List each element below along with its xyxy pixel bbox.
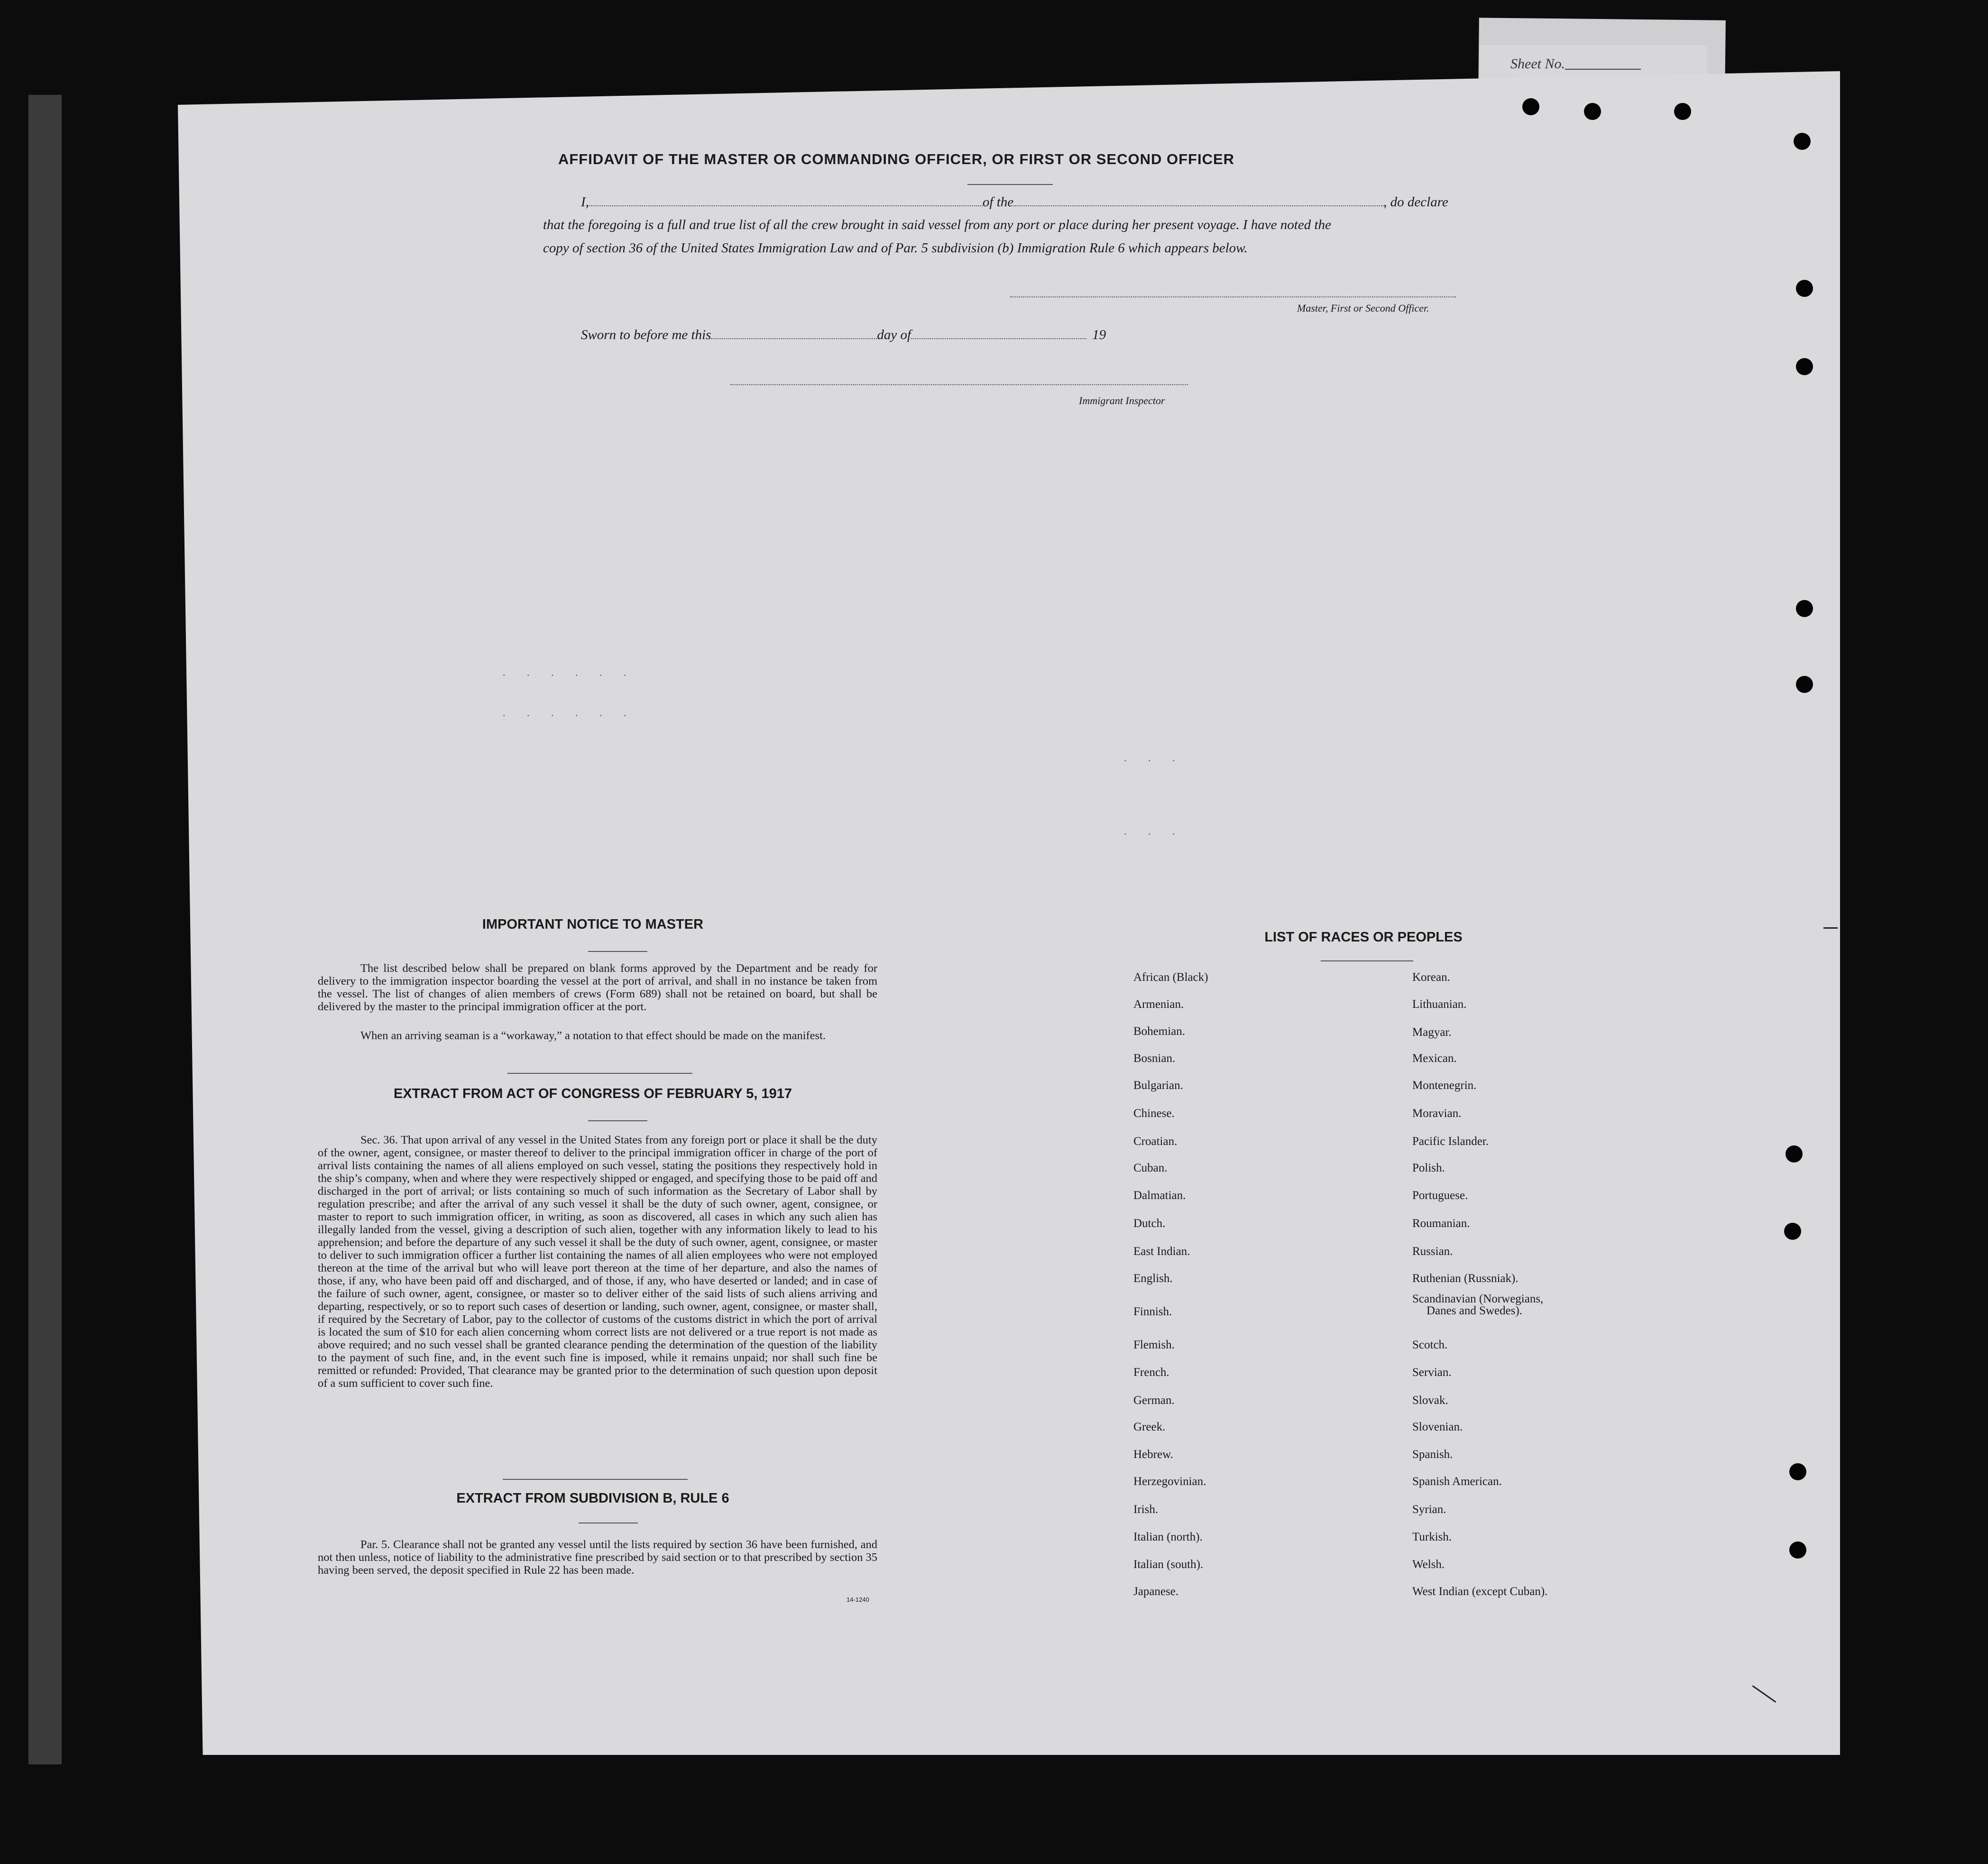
race-item: Syrian. bbox=[1412, 1503, 1446, 1516]
affidavit-of-the: of the bbox=[982, 194, 1014, 210]
punch-hole bbox=[1786, 1145, 1803, 1163]
race-item: West Indian (except Cuban). bbox=[1412, 1585, 1548, 1598]
race-item: Ruthenian (Russniak). bbox=[1412, 1272, 1519, 1285]
race-item: Italian (south). bbox=[1133, 1558, 1204, 1571]
race-item: Chinese. bbox=[1133, 1107, 1175, 1120]
faint-marks: . . . . . . bbox=[503, 707, 636, 719]
sworn-prefix: Sworn to before me this bbox=[581, 327, 711, 342]
affidavit-i: I, bbox=[581, 194, 589, 210]
faint-marks: . . . . . . bbox=[503, 666, 636, 678]
punch-hole bbox=[1796, 280, 1813, 297]
act-extract-title: EXTRACT FROM ACT OF CONGRESS OF FEBRUARY 5, 1917 bbox=[393, 1086, 792, 1101]
race-item: Bohemian. bbox=[1133, 1025, 1186, 1038]
notice-para-1: The list described below shall be prepared on blank forms approved by the Department and be ready for delivery to the immigration inspector boarding the vessel at the port of arrival, and shall in no instance be taken from the vessel. The list of changes of alien members of crews (Form 689) shall not be retained on board, but shall be delivered by the master to the principal immigration officer at the port. bbox=[318, 962, 877, 1013]
race-item: Greek. bbox=[1133, 1421, 1166, 1433]
punch-hole bbox=[1584, 103, 1601, 120]
signature-label: Master, First or Second Officer. bbox=[1297, 302, 1429, 314]
race-item: Flemish. bbox=[1133, 1338, 1175, 1351]
sworn-year: 19 bbox=[1092, 327, 1106, 342]
rule-extract-title: EXTRACT FROM SUBDIVISION B, RULE 6 bbox=[456, 1491, 729, 1506]
punch-hole bbox=[1784, 1223, 1801, 1240]
races-rule bbox=[1321, 960, 1413, 961]
race-item: Bosnian. bbox=[1133, 1052, 1176, 1065]
race-item: Russian. bbox=[1412, 1245, 1453, 1258]
punch-hole bbox=[1522, 98, 1539, 115]
sworn-line bbox=[581, 327, 1106, 343]
notice-title: IMPORTANT NOTICE TO MASTER bbox=[482, 917, 704, 932]
punch-hole bbox=[1674, 103, 1691, 120]
affidavit-line-2: that the foregoing is a full and true list of all the crew brought in said vessel from any port or place during her present voyage. I have noted the bbox=[543, 217, 1331, 232]
act-extract-text: Sec. 36. That upon arrival of any vessel in the United States from any foreign port or place it shall be the duty of the owner, agent, consignee, or master thereof to deliver to the principal immigration officer in charge of the port of arrival lists containing the names of all aliens employed on such vessel, stating the positions they respectively hold in the ship’s company, when and where they were respectively shipped or engaged, and specifying those to be paid off and discharged in the port of arrival; or lists containing so much of such information as the Secretary of Labor shall by regulation prescribe; and after the arrival of any such vessel it shall be the duty of such owner, agent, consignee, or master to report to such immigration officer, in writing, as soon as discovered, all cases in which any such alien has illegally landed from the vessel, giving a description of such alien, together with any information likely to lead to his apprehension; and before the departure of any such vessel it shall be the duty of such owner, agent, consignee, or master to deliver to such immigration officer a further list containing the names of all alien employees who were not employed thereon at the time of the arrival but who will leave port thereon at the time of her departure, and also the names of those, if any, who have been paid off and discharged, and of those, if any, who have deserted or landed; and in case of the failure of such owner, agent, consignee, or master so to deliver either of the said lists of such aliens arriving and departing, respectively, or so to report such cases of desertion or landing, such owner, agent, consignee, or master shall, if required by the Secretary of Labor, pay to the collector of customs of the customs district in which the port of arrival is located the sum of $10 for each alien concerning whom correct lists are not delivered or a true report is not made as above required; and no such vessel shall be granted clearance pending the determination of the question of the liability to the payment of such fine, and, in the event such fine is imposed, while it remains unpaid; nor shall such fine be remitted or refunded: Provided, That clearance may be granted prior to the determination of such question upon deposit of a sum sufficient to cover such fine. bbox=[318, 1134, 877, 1390]
race-item: Montenegrin. bbox=[1412, 1079, 1477, 1092]
race-item: Croatian. bbox=[1133, 1135, 1178, 1148]
faint-marks: . . . bbox=[1124, 825, 1185, 837]
race-item: Portuguese. bbox=[1412, 1189, 1468, 1202]
race-item: Armenian. bbox=[1133, 998, 1184, 1011]
punch-hole bbox=[1796, 600, 1813, 617]
form-number: 14-1240 bbox=[847, 1596, 869, 1603]
title-rule bbox=[967, 184, 1053, 185]
race-item: French. bbox=[1133, 1366, 1169, 1379]
punch-hole bbox=[1794, 133, 1811, 150]
notice-rule bbox=[588, 951, 647, 952]
punch-hole bbox=[1789, 1541, 1806, 1559]
sheet-no-label: Sheet No. bbox=[1510, 56, 1565, 72]
sworn-day-blank[interactable] bbox=[711, 338, 877, 339]
sheet-no-line bbox=[1565, 69, 1641, 70]
vessel-blank[interactable] bbox=[1013, 205, 1383, 206]
race-item: Dutch. bbox=[1133, 1217, 1166, 1230]
affidavit-line-1 bbox=[581, 194, 1448, 210]
race-item: Danes and Swedes). bbox=[1427, 1304, 1523, 1317]
race-item: Pacific Islander. bbox=[1412, 1135, 1489, 1148]
race-item: Lithuanian. bbox=[1412, 998, 1467, 1011]
rule-extract-text: Par. 5. Clearance shall not be granted any vessel until the lists required by section 36 have been furnished, and not then unless, notice of liability to the administrative fine prescribed by said section or to that prescribed by section 35 having been served, the deposit specified in Rule 22 has been made. bbox=[318, 1538, 877, 1577]
race-item: Herzegovinian. bbox=[1133, 1475, 1206, 1488]
stray-mark bbox=[1823, 927, 1838, 929]
race-item: English. bbox=[1133, 1272, 1173, 1285]
race-item: Cuban. bbox=[1133, 1162, 1168, 1174]
affidavit-title: AFFIDAVIT OF THE MASTER OR COMMANDING OFFICER, OR FIRST OR SECOND OFFICER bbox=[558, 151, 1235, 167]
race-item: Hebrew. bbox=[1133, 1448, 1173, 1461]
sworn-month-blank[interactable] bbox=[911, 338, 1086, 339]
section-rule bbox=[507, 1073, 692, 1074]
race-item: Moravian. bbox=[1412, 1107, 1462, 1120]
race-item: Mexican. bbox=[1412, 1052, 1457, 1065]
race-item: Bulgarian. bbox=[1133, 1079, 1183, 1092]
race-item: Spanish. bbox=[1412, 1448, 1453, 1461]
faint-marks: . . . bbox=[1124, 752, 1185, 764]
inspector-signature-line[interactable] bbox=[730, 384, 1188, 385]
race-item: Servian. bbox=[1412, 1366, 1452, 1379]
punch-hole bbox=[1796, 358, 1813, 375]
race-item: Finnish. bbox=[1133, 1305, 1172, 1318]
name-blank[interactable] bbox=[589, 205, 983, 206]
punch-hole bbox=[1789, 1463, 1806, 1480]
race-item: Italian (north). bbox=[1133, 1531, 1203, 1543]
act-rule bbox=[588, 1120, 647, 1121]
race-item: Scotch. bbox=[1412, 1338, 1448, 1351]
sworn-day-of: day of bbox=[877, 327, 911, 342]
race-item: Slovak. bbox=[1412, 1394, 1448, 1407]
affidavit-declare: , do declare bbox=[1383, 194, 1448, 210]
race-item: Slovenian. bbox=[1412, 1421, 1463, 1433]
race-item: Irish. bbox=[1133, 1503, 1159, 1516]
signature-line[interactable] bbox=[1010, 296, 1456, 297]
race-item: East Indian. bbox=[1133, 1245, 1190, 1258]
race-item: Polish. bbox=[1412, 1162, 1445, 1174]
race-item: Spanish American. bbox=[1412, 1475, 1502, 1488]
race-item: Turkish. bbox=[1412, 1531, 1452, 1543]
race-item: German. bbox=[1133, 1394, 1175, 1407]
section-rule bbox=[503, 1479, 688, 1480]
inspector-label: Immigrant Inspector bbox=[1079, 395, 1165, 406]
left-edge-strip bbox=[28, 95, 62, 1764]
race-item: Magyar. bbox=[1412, 1026, 1452, 1039]
affidavit-line-3: copy of section 36 of the United States Immigration Law and of Par. 5 subdivision (b) Immigration Rule 6 which appears below. bbox=[543, 240, 1248, 256]
race-item: Dalmatian. bbox=[1133, 1189, 1186, 1202]
race-item: Roumanian. bbox=[1412, 1217, 1470, 1230]
race-item: African (Black) bbox=[1133, 971, 1208, 984]
race-item: Welsh. bbox=[1412, 1558, 1445, 1571]
punch-hole bbox=[1796, 676, 1813, 693]
notice-para-2: When an arriving seaman is a “workaway,” a notation to that effect should be made on the manifest. bbox=[360, 1029, 826, 1042]
race-item: Scandinavian (Norwegians, bbox=[1412, 1292, 1544, 1305]
races-title: LIST OF RACES OR PEOPLES bbox=[1264, 930, 1463, 945]
race-item: Korean. bbox=[1412, 971, 1450, 984]
race-item: Japanese. bbox=[1133, 1585, 1179, 1598]
